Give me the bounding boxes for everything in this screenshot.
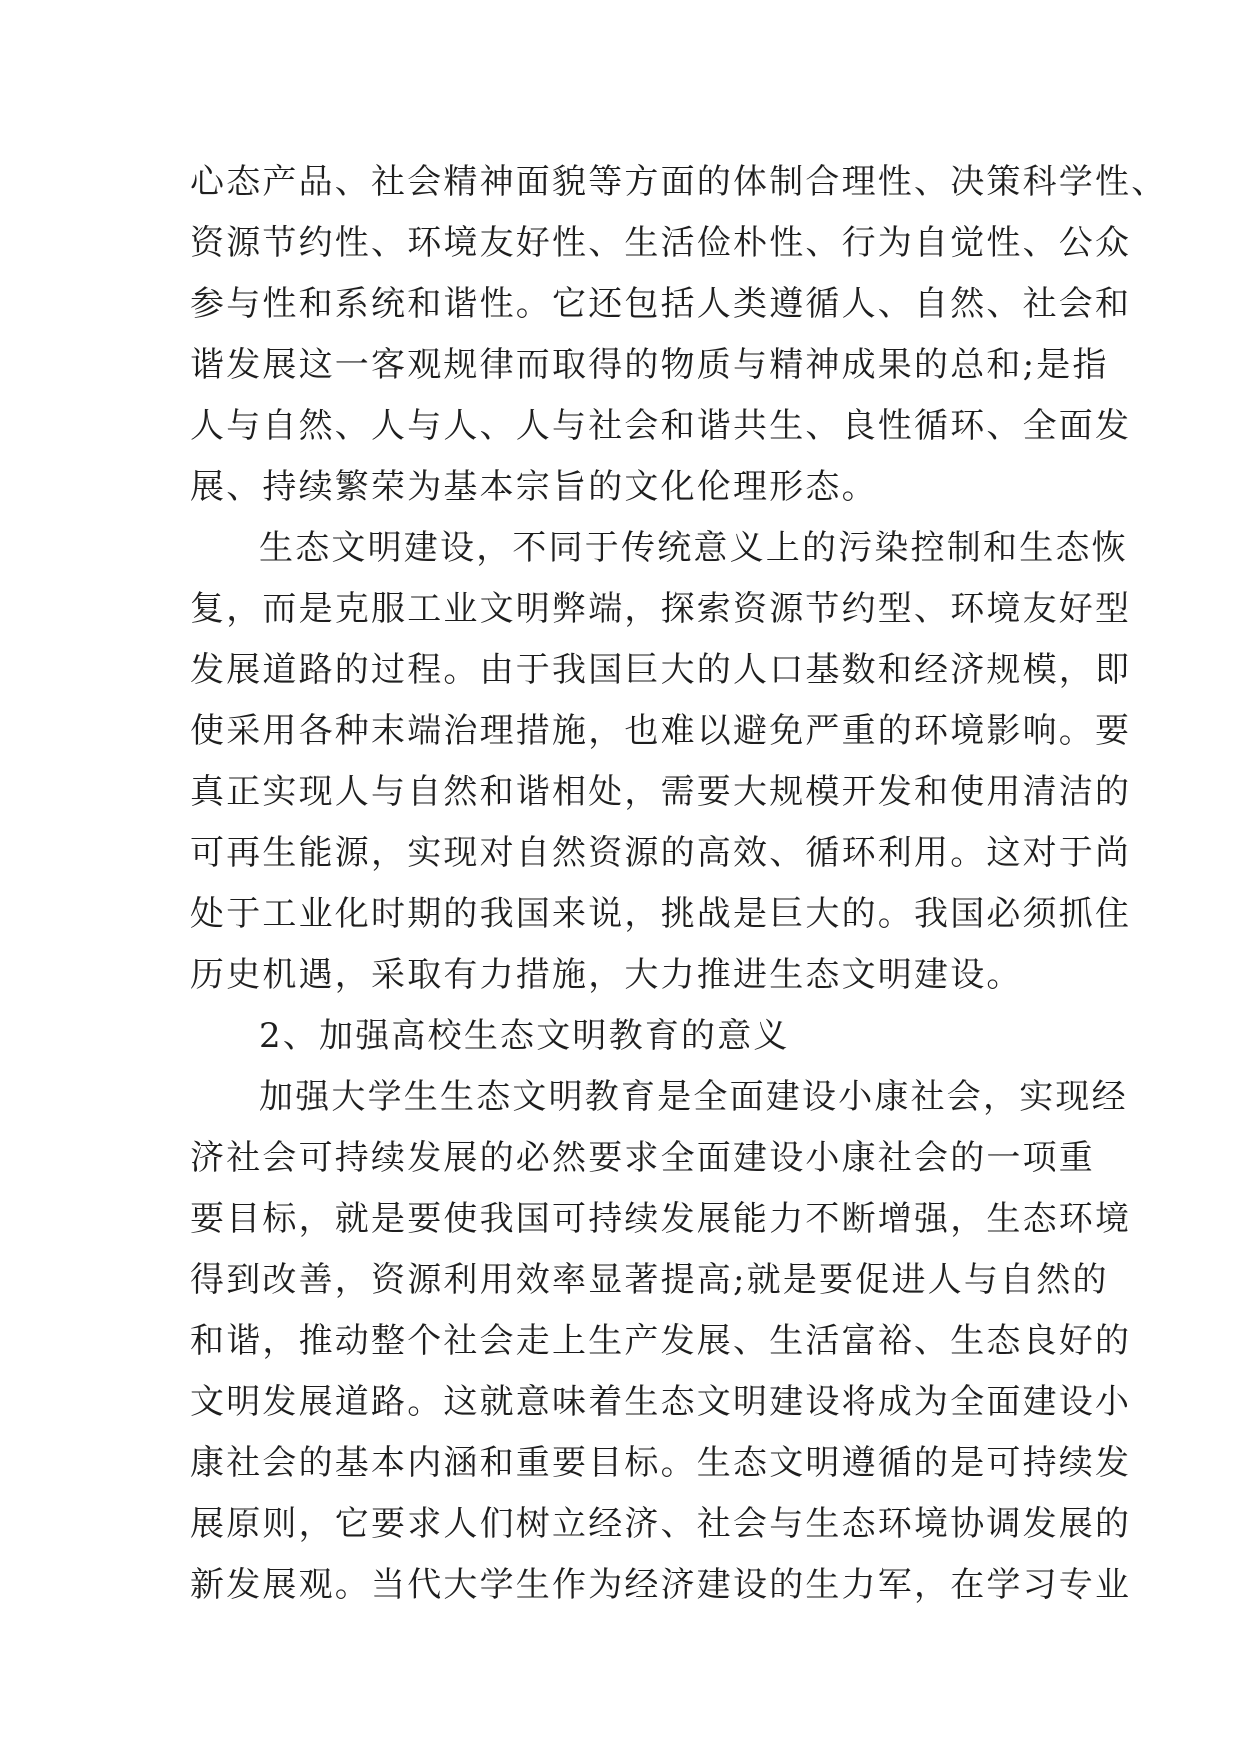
text-line: 生态文明建设，不同于传统意义上的污染控制和生态恢 bbox=[259, 528, 1128, 568]
text-line: 和谐，推动整个社会走上生产发展、生活富裕、生态良好的 bbox=[190, 1321, 1132, 1361]
text-line: 2、加强高校生态文明教育的意义 bbox=[259, 1016, 790, 1056]
text-line: 心态产品、社会精神面貌等方面的体制合理性、决策科学性、 bbox=[190, 162, 1168, 202]
text-line: 发展道路的过程。由于我国巨大的人口基数和经济规模，即 bbox=[190, 650, 1132, 690]
text-line: 复，而是克服工业文明弊端，探索资源节约型、环境友好型 bbox=[190, 589, 1132, 629]
text-line: 要目标，就是要使我国可持续发展能力不断增强，生态环境 bbox=[190, 1199, 1132, 1239]
text-line: 新发展观。当代大学生作为经济建设的生力军，在学习专业 bbox=[190, 1565, 1132, 1605]
text-line: 济社会可持续发展的必然要求全面建设小康社会的一项重 bbox=[190, 1138, 1095, 1178]
text-line: 处于工业化时期的我国来说，挑战是巨大的。我国必须抓住 bbox=[190, 894, 1132, 934]
text-line: 资源节约性、环境友好性、生活俭朴性、行为自觉性、公众 bbox=[190, 223, 1132, 263]
text-line: 谐发展这一客观规律而取得的物质与精神成果的总和;是指 bbox=[190, 345, 1109, 385]
text-line: 展原则，它要求人们树立经济、社会与生态环境协调发展的 bbox=[190, 1504, 1132, 1544]
text-line: 历史机遇，采取有力措施，大力推进生态文明建设。 bbox=[190, 955, 1023, 995]
text-line: 得到改善，资源利用效率显著提高;就是要促进人与自然的 bbox=[190, 1260, 1109, 1300]
text-line: 康社会的基本内涵和重要目标。生态文明遵循的是可持续发 bbox=[190, 1443, 1132, 1483]
text-line: 可再生能源，实现对自然资源的高效、循环利用。这对于尚 bbox=[190, 833, 1132, 873]
text-line: 使采用各种末端治理措施，也难以避免严重的环境影响。要 bbox=[190, 711, 1132, 751]
text-line: 人与自然、人与人、人与社会和谐共生、良性循环、全面发 bbox=[190, 406, 1132, 446]
text-line: 文明发展道路。这就意味着生态文明建设将成为全面建设小 bbox=[190, 1382, 1132, 1422]
text-line: 参与性和系统和谐性。它还包括人类遵循人、自然、社会和 bbox=[190, 284, 1132, 324]
text-line: 加强大学生生态文明教育是全面建设小康社会，实现经 bbox=[259, 1077, 1128, 1117]
text-line: 真正实现人与自然和谐相处，需要大规模开发和使用清洁的 bbox=[190, 772, 1132, 812]
body-text bbox=[190, 152, 1168, 1616]
text-line: 展、持续繁荣为基本宗旨的文化伦理形态。 bbox=[190, 467, 878, 507]
